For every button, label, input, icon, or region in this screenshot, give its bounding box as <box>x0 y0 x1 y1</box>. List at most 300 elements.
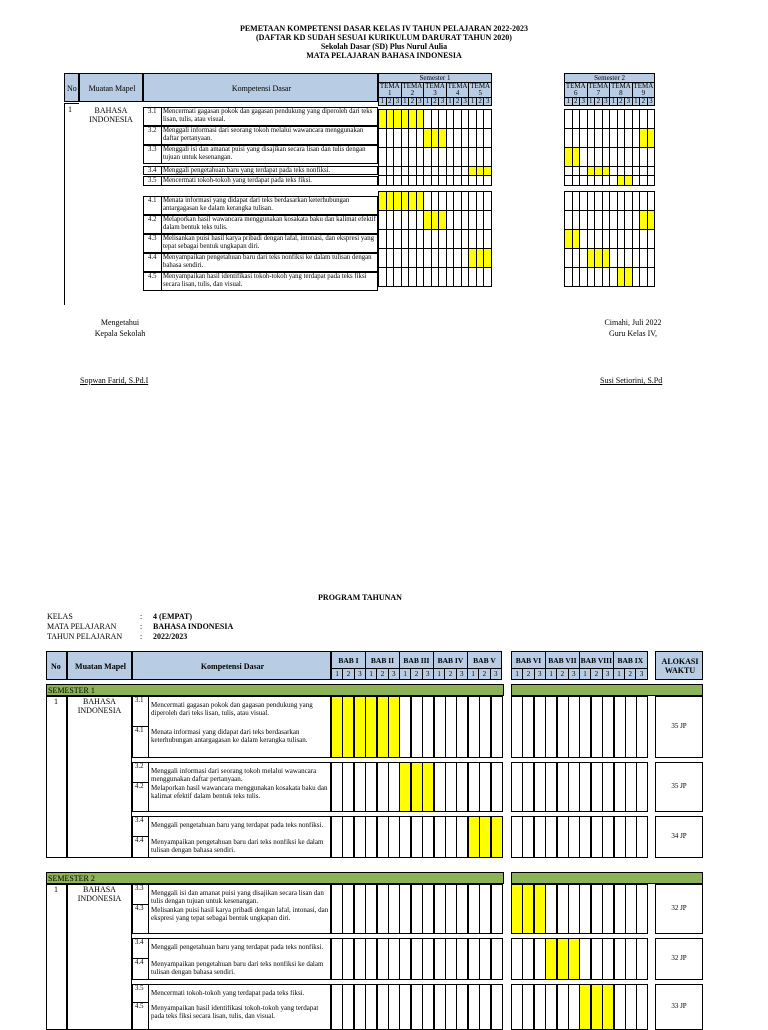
p-header-no: No <box>46 651 67 680</box>
info-tahun-label: TAHUN PELAJARAN <box>47 632 123 641</box>
schedule-cell <box>640 110 648 129</box>
schedule-cell <box>484 129 492 148</box>
schedule-cell <box>377 984 389 1030</box>
schedule-cell <box>439 249 447 268</box>
schedule-cell <box>446 148 454 167</box>
schedule-cell <box>386 211 394 230</box>
kd-number: 3.5 <box>135 985 144 992</box>
schedule-cell <box>522 762 534 812</box>
schedule-cell <box>557 762 569 812</box>
schedule-cell <box>409 129 417 148</box>
schedule-cell <box>424 230 432 249</box>
schedule-cell <box>469 110 477 129</box>
sub-number: 1 <box>467 669 478 680</box>
sub-number: 3 <box>439 98 447 106</box>
row-number: 1 <box>54 697 58 706</box>
schedule-cell <box>534 984 546 1030</box>
schedule-cell <box>454 167 462 176</box>
semester-2-bar: SEMESTER 2 <box>46 872 504 884</box>
schedule-cell <box>636 816 648 858</box>
tema-header: TEMA 6 <box>565 82 586 97</box>
sub-number: 3 <box>484 98 492 106</box>
schedule-cell <box>454 176 462 186</box>
schedule-cell <box>614 938 626 980</box>
alokasi-value: 35 JP <box>671 722 687 730</box>
schedule-cell <box>617 192 625 211</box>
schedule-cell <box>572 249 580 268</box>
schedule-cell <box>625 884 637 934</box>
sub-number: 1 <box>579 669 590 680</box>
schedule-cell <box>409 192 417 211</box>
schedule-cell <box>580 148 588 167</box>
schedule-cell <box>468 762 480 812</box>
schedule-cell <box>431 211 439 230</box>
schedule-cell <box>640 211 648 230</box>
schedule-cell <box>610 268 618 287</box>
schedule-cell <box>565 110 573 129</box>
schedule-cell <box>602 211 610 230</box>
sub-number: 1 <box>565 98 573 106</box>
schedule-cell <box>379 211 387 230</box>
schedule-cell <box>379 110 387 129</box>
schedule-cell <box>647 129 655 148</box>
title-line-1: PEMETAAN KOMPETENSI DASAR KELAS IV TAHUN PELAJARAN 2022-2023 <box>239 24 529 33</box>
schedule-cell <box>379 230 387 249</box>
schedule-cell <box>409 230 417 249</box>
schedule-cell <box>365 696 377 758</box>
schedule-cell <box>511 816 523 858</box>
schedule-cell <box>416 176 424 186</box>
header-kd: Kompetensi Dasar <box>143 73 378 102</box>
schedule-cell <box>640 176 648 186</box>
kd-text: Mencermati tokoh-tokoh yang terdapat pada teks fiksi. <box>151 990 305 997</box>
schedule-cell <box>647 192 655 211</box>
schedule-cell <box>534 938 546 980</box>
schedule-cell <box>557 984 569 1030</box>
kd-row <box>143 215 378 234</box>
schedule-cell <box>456 938 468 980</box>
schedule-cell <box>595 129 603 148</box>
schedule-cell <box>354 938 366 980</box>
schedule-cell <box>602 696 614 758</box>
schedule-cell <box>379 268 387 287</box>
schedule-cell <box>424 249 432 268</box>
sub-number: 1 <box>469 98 477 106</box>
p-header-alokasi: ALOKASI WAKTU <box>655 651 703 680</box>
schedule-cell <box>602 884 614 934</box>
sub-number: 3 <box>354 669 365 680</box>
info-mapel-value: BAHASA INDONESIA <box>153 622 234 631</box>
schedule-cell <box>591 984 603 1030</box>
schedule-cell <box>591 816 603 858</box>
schedule-cell <box>422 938 434 980</box>
schedule-cell <box>468 884 480 934</box>
schedule-cell <box>602 148 610 167</box>
schedule-cell <box>580 167 588 176</box>
schedule-cell <box>409 110 417 129</box>
schedule-cell <box>534 816 546 858</box>
schedule-cell <box>469 192 477 211</box>
schedule-cell <box>354 696 366 758</box>
sub-number: 2 <box>377 669 388 680</box>
schedule-cell <box>572 211 580 230</box>
schedule-cell <box>469 176 477 186</box>
sub-number: 2 <box>386 98 394 106</box>
schedule-cell <box>394 211 402 230</box>
schedule-cell <box>461 176 469 186</box>
kd-number: 3.4 <box>135 939 144 946</box>
schedule-cell <box>354 762 366 812</box>
sub-number: 3 <box>461 98 469 106</box>
schedule-cell <box>545 816 557 858</box>
sub-number: 1 <box>512 669 523 680</box>
schedule-cell <box>446 110 454 129</box>
bab-header: BAB V <box>467 652 501 669</box>
schedule-cell <box>456 696 468 758</box>
kd-text: Menggali isi dan amanat puisi yang disajikan secara lisan dan tulis dengan tujuan untuk kesenangan. <box>163 146 366 161</box>
schedule-cell <box>469 129 477 148</box>
schedule-cell <box>636 884 648 934</box>
schedule-cell <box>484 249 492 268</box>
schedule-cell <box>401 110 409 129</box>
schedule-cell <box>422 762 434 812</box>
bab-header: BAB I <box>332 652 366 669</box>
schedule-cell <box>446 230 454 249</box>
schedule-cell <box>484 211 492 230</box>
schedule-cell <box>640 268 648 287</box>
schedule-cell <box>446 211 454 230</box>
tema-header: TEMA 5 <box>470 82 491 97</box>
sub-number: 3 <box>568 669 579 680</box>
schedule-cell <box>625 230 633 249</box>
schedule-cell <box>394 268 402 287</box>
alokasi-value: 35 JP <box>671 782 687 790</box>
schedule-cell <box>386 230 394 249</box>
schedule-cell <box>572 148 580 167</box>
header-mapel: Muatan Mapel <box>79 73 143 102</box>
schedule-cell <box>557 938 569 980</box>
schedule-cell <box>632 167 640 176</box>
schedule-cell <box>610 211 618 230</box>
schedule-cell <box>522 816 534 858</box>
schedule-cell <box>491 938 503 980</box>
schedule-cell <box>640 148 648 167</box>
schedule-cell <box>434 762 446 812</box>
schedule-cell <box>454 110 462 129</box>
schedule-cell <box>632 148 640 167</box>
schedule-cell <box>602 110 610 129</box>
sub-number: 1 <box>332 669 343 680</box>
schedule-cell <box>445 762 457 812</box>
schedule-cell <box>647 230 655 249</box>
schedule-cell <box>610 129 618 148</box>
schedule-cell <box>636 696 648 758</box>
bab-header: BAB VIII <box>579 652 613 669</box>
schedule-cell <box>568 938 580 980</box>
kd-row <box>143 272 378 291</box>
schedule-cell <box>491 696 503 758</box>
schedule-cell <box>636 762 648 812</box>
kd-number: 3.1 <box>135 697 144 704</box>
schedule-cell <box>445 816 457 858</box>
schedule-cell <box>331 938 343 980</box>
schedule-cell <box>617 230 625 249</box>
schedule-cell <box>602 249 610 268</box>
schedule-cell <box>617 176 625 186</box>
schedule-cell <box>534 884 546 934</box>
schedule-cell <box>476 167 484 176</box>
schedule-cell <box>454 230 462 249</box>
schedule-cell <box>610 148 618 167</box>
schedule-cell <box>579 938 591 980</box>
schedule-cell <box>602 816 614 858</box>
schedule-cell <box>476 211 484 230</box>
schedule-cell <box>565 129 573 148</box>
tema-header: TEMA 9 <box>633 82 654 97</box>
schedule-cell <box>587 230 595 249</box>
schedule-cell <box>454 268 462 287</box>
schedule-cell <box>580 249 588 268</box>
schedule-cell <box>416 148 424 167</box>
schedule-cell <box>534 696 546 758</box>
schedule-cell <box>591 762 603 812</box>
schedule-cell <box>439 129 447 148</box>
sub-number: 2 <box>454 98 462 106</box>
schedule-cell <box>424 167 432 176</box>
kd-row <box>143 107 378 126</box>
schedule-cell <box>522 884 534 934</box>
schedule-cell <box>632 176 640 186</box>
schedule-cell <box>386 129 394 148</box>
schedule-cell <box>479 984 491 1030</box>
schedule-cell <box>386 148 394 167</box>
schedule-cell <box>416 129 424 148</box>
kd-text: Menggali pengetahuan baru yang terdapat pada teks nonfiksi. <box>151 822 324 829</box>
schedule-cell <box>580 129 588 148</box>
info-kelas-label: KELAS <box>47 612 73 621</box>
sub-number: 1 <box>365 669 376 680</box>
schedule-cell <box>386 176 394 186</box>
schedule-cell <box>468 984 480 1030</box>
schedule-cell <box>484 110 492 129</box>
schedule-cell <box>342 884 354 934</box>
schedule-cell <box>446 249 454 268</box>
schedule-cell <box>580 230 588 249</box>
bab-header: BAB IV <box>433 652 467 669</box>
schedule-cell <box>365 984 377 1030</box>
schedule-cell <box>565 249 573 268</box>
kd-row <box>143 234 378 253</box>
schedule-cell <box>565 176 573 186</box>
schedule-cell <box>445 884 457 934</box>
sub-number: 3 <box>636 669 647 680</box>
schedule-cell <box>394 110 402 129</box>
schedule-cell <box>424 110 432 129</box>
kd-text: Mencermati gagasan pokok dan gagasan pendukung yang diperoleh dari teks lisan, tulis, atau visual. <box>151 702 313 717</box>
body-no-cell <box>64 103 79 295</box>
schedule-cell <box>399 696 411 758</box>
sub-number: 3 <box>456 669 467 680</box>
kd-number: 4.5 <box>148 273 157 280</box>
schedule-cell <box>565 167 573 176</box>
schedule-cell <box>365 938 377 980</box>
kd-text: Melaporkan hasil wawancara menggunakan kosakata baku dan kalimat efektif dalam bentuk teks tulis. <box>151 785 328 800</box>
schedule-cell <box>640 167 648 176</box>
schedule-cell <box>640 230 648 249</box>
schedule-cell <box>511 938 523 980</box>
schedule-cell <box>610 167 618 176</box>
bab-header: BAB IX <box>613 652 647 669</box>
schedule-cell <box>625 211 633 230</box>
schedule-cell <box>625 148 633 167</box>
kepala-sekolah-label: Kepala Sekolah <box>94 329 146 338</box>
schedule-cell <box>591 938 603 980</box>
schedule-cell <box>456 816 468 858</box>
schedule-cell <box>401 192 409 211</box>
schedule-cell <box>445 984 457 1030</box>
schedule-cell <box>386 249 394 268</box>
schedule-cell <box>469 268 477 287</box>
schedule-cell <box>331 984 343 1030</box>
schedule-cell <box>401 268 409 287</box>
schedule-cell <box>342 762 354 812</box>
kd-number: 4.3 <box>135 905 144 912</box>
sub-number: 3 <box>422 669 433 680</box>
schedule-cell <box>476 110 484 129</box>
schedule-cell <box>354 984 366 1030</box>
schedule-cell <box>511 762 523 812</box>
schedule-cell <box>595 167 603 176</box>
row-number: 1 <box>68 105 72 114</box>
schedule-cell <box>522 696 534 758</box>
schedule-cell <box>614 984 626 1030</box>
schedule-cell <box>461 268 469 287</box>
sem2-title: Semester 2 <box>565 74 655 83</box>
body-mapel-cell <box>67 884 132 1030</box>
schedule-cell <box>614 762 626 812</box>
sub-number: 2 <box>445 669 456 680</box>
schedule-cell <box>602 192 610 211</box>
schedule-cell <box>587 110 595 129</box>
schedule-cell <box>431 268 439 287</box>
kd-number: 3.4 <box>148 167 157 174</box>
alokasi-value: 33 JP <box>671 1002 687 1010</box>
schedule-cell <box>572 176 580 186</box>
sub-number: 2 <box>572 98 580 106</box>
title-line-2: (DAFTAR KD SUDAH SESUAI KURIKULUM DARURAT TAHUN 2020) <box>256 33 512 42</box>
schedule-cell <box>401 211 409 230</box>
schedule-cell <box>617 249 625 268</box>
schedule-cell <box>331 696 343 758</box>
schedule-cell <box>422 884 434 934</box>
schedule-cell <box>565 192 573 211</box>
schedule-cell <box>476 148 484 167</box>
sub-number: 3 <box>534 669 545 680</box>
schedule-cell <box>614 696 626 758</box>
schedule-cell <box>424 129 432 148</box>
schedule-cell <box>476 176 484 186</box>
mapel-label: BAHASA INDONESIA <box>89 106 133 124</box>
schedule-cell <box>632 268 640 287</box>
schedule-cell <box>484 167 492 176</box>
sub-number: 2 <box>640 98 648 106</box>
alokasi-value: 32 JP <box>671 904 687 912</box>
schedule-cell <box>456 762 468 812</box>
kd-number: 4.3 <box>148 235 157 242</box>
schedule-cell <box>446 129 454 148</box>
schedule-cell <box>565 268 573 287</box>
schedule-cell <box>545 884 557 934</box>
sub-number: 3 <box>394 98 402 106</box>
schedule-cell <box>587 129 595 148</box>
kepala-sekolah-name: Sopwan Farid, S.Pd.I <box>80 376 149 385</box>
schedule-cell <box>511 696 523 758</box>
tema-header: TEMA 1 <box>379 82 400 97</box>
alokasi-value: 34 JP <box>671 832 687 840</box>
schedule-cell <box>632 211 640 230</box>
schedule-cell <box>401 249 409 268</box>
schedule-cell <box>445 696 457 758</box>
schedule-cell <box>439 230 447 249</box>
schedule-cell <box>446 167 454 176</box>
body-mapel-cell <box>67 696 132 858</box>
schedule-cell <box>572 230 580 249</box>
sub-number: 2 <box>625 669 636 680</box>
schedule-cell <box>431 230 439 249</box>
schedule-cell <box>572 167 580 176</box>
schedule-cell <box>484 268 492 287</box>
schedule-cell <box>331 816 343 858</box>
body-no-cell <box>46 884 67 1030</box>
schedule-cell <box>476 249 484 268</box>
schedule-cell <box>431 129 439 148</box>
schedule-cell <box>454 249 462 268</box>
schedule-cell <box>431 110 439 129</box>
sub-number: 2 <box>409 98 417 106</box>
schedule-cell <box>431 148 439 167</box>
sub-number: 2 <box>431 98 439 106</box>
schedule-cell <box>610 192 618 211</box>
schedule-cell <box>394 192 402 211</box>
schedule-cell <box>331 884 343 934</box>
schedule-cell <box>479 938 491 980</box>
schedule-cell <box>595 110 603 129</box>
kd-text: Melisankan puisi hasil karya pribadi dengan lafal, intonasi, dan ekspresi yang tepat sebagai bentuk ungkapan diri. <box>163 235 375 250</box>
schedule-cell <box>377 762 389 812</box>
schedule-cell <box>445 938 457 980</box>
schedule-cell <box>591 696 603 758</box>
sub-number: 1 <box>545 669 556 680</box>
schedule-cell <box>411 762 423 812</box>
schedule-cell <box>416 230 424 249</box>
schedule-cell <box>557 884 569 934</box>
schedule-cell <box>640 192 648 211</box>
schedule-cell <box>401 148 409 167</box>
schedule-cell <box>602 129 610 148</box>
schedule-cell <box>416 268 424 287</box>
schedule-cell <box>484 230 492 249</box>
schedule-cell <box>647 249 655 268</box>
schedule-cell <box>409 148 417 167</box>
semester-1-bar-right <box>511 684 703 696</box>
schedule-cell <box>461 192 469 211</box>
schedule-cell <box>610 230 618 249</box>
schedule-cell <box>640 249 648 268</box>
schedule-cell <box>479 884 491 934</box>
sem1-table <box>378 73 492 287</box>
schedule-cell <box>454 192 462 211</box>
schedule-cell <box>632 110 640 129</box>
